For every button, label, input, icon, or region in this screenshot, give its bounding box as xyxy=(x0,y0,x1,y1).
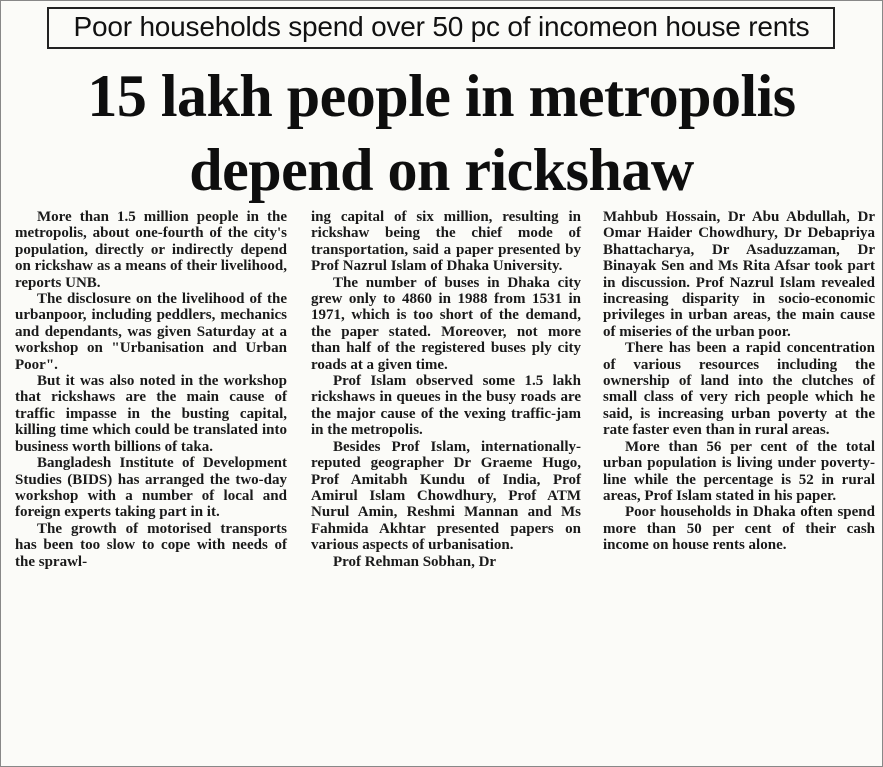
paragraph: Mahbub Hossain, Dr Abu Abdullah, Dr Omar Haider Chowdhury, Dr Debapriya Bhattacharya, Dr Asaduzzaman, Dr Binayak Sen and Ms Rita Afsar took part in discussion. Prof Nazrul Islam revealed increasing disparity in socio-economic privileges in urban areas, the main cause of miseries of the urban poor. xyxy=(603,209,875,340)
paragraph: More than 56 per cent of the total urban population is living under poverty-line while the percentage is 52 in rural areas, Prof Islam stated in his paper. xyxy=(603,438,875,504)
headline-line-2: depend on rickshaw xyxy=(189,137,694,203)
paragraph: But it was also noted in the workshop that rickshaws are the main cause of traffic impasse in the busting capital, killing time which could be translated into business worth billions of taka. xyxy=(15,373,287,455)
paragraph: Prof Rehman Sobhan, Dr xyxy=(333,553,497,570)
paragraph: There has been a rapid concentration of various resources including the ownership of land into the clutches of small class of very rich people which he said, is increasing urban poverty at the rate faster even than in rural areas. xyxy=(603,340,875,439)
paragraph: The number of buses in Dhaka city grew only to 4860 in 1988 from 1531 in 1971, which is too short of the demand, the paper stated. Moreover, not more than half of the registered buses ply city roads at a given time. xyxy=(311,274,581,373)
headline-line-1: 15 lakh people in metropolis xyxy=(87,63,796,129)
paragraph: Besides Prof Islam, internationally-reputed geographer Dr Graeme Hugo, Prof Amitabh Kundu of India, Prof Amirul Islam Chowdhury, Prof ATM Nurul Amin, Reshmi Mannan and Ms Fahmida Akhtar presented papers on various aspects of urbanisation. xyxy=(311,438,581,554)
paragraph: Prof Islam observed some 1.5 lakh rickshaws in queues in the busy roads are the major cause of the vexing traffic-jam in the metropolis. xyxy=(311,373,581,439)
kicker-headline: Poor households spend over 50 pc of incomeon house rents xyxy=(73,11,810,42)
paragraph: Bangladesh Institute of Development Studies (BIDS) has arranged the two-day workshop with a number of local and foreign experts taking part in it. xyxy=(15,455,287,521)
paragraph: More than 1.5 million people in the metropolis, about one-fourth of the city's population, directly or indirectly depend on rickshaw as a means of their livelihood, reports UNB. xyxy=(15,209,287,291)
paragraph: The disclosure on the livelihood of the urbanpoor, including peddlers, mechanics and dependants, was given Saturday at a workshop on "Urbanisation and Urban Poor". xyxy=(15,291,287,373)
paragraph: ing capital of six million, resulting in rickshaw being the chief mode of transportation, said a paper presented by Prof Nazrul Islam of Dhaka University. xyxy=(311,209,581,275)
article-column-1 xyxy=(15,209,287,570)
article-column-2 xyxy=(311,209,581,570)
article-column-3 xyxy=(603,209,875,554)
paragraph: Poor households in Dhaka often spend more than 50 per cent of their cash income on house rents alone. xyxy=(603,504,875,554)
paragraph: The growth of motorised transports has been too slow to cope with needs of the sprawl- xyxy=(15,520,287,570)
